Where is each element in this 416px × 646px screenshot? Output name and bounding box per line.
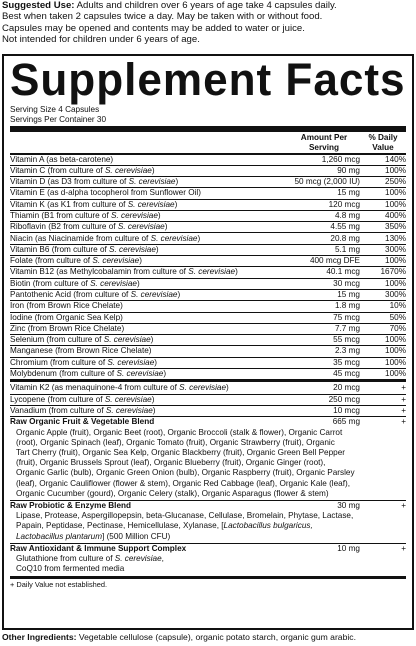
nutrient-row xyxy=(10,357,406,368)
nutrient-dv: 100% xyxy=(385,278,406,288)
column-header xyxy=(10,132,406,153)
blend-ingredients xyxy=(10,511,406,543)
nutrient-name: Folate (from culture of S. cerevisiae) xyxy=(10,256,142,266)
nutrient-amount: 2.3 mg xyxy=(334,346,360,356)
nutrient-row xyxy=(10,232,406,243)
blends-section xyxy=(10,416,406,575)
nutrient-dv: 140% xyxy=(385,154,406,164)
blend-ingredient-line: Lactobacillus plantarum] (500 Million CFU) xyxy=(16,531,171,541)
nutrient-name: Chromium (from culture of S. cerevisiae) xyxy=(10,357,157,367)
nutrient-amount: 1,260 mcg xyxy=(321,154,360,164)
dv-header: % Daily Value xyxy=(368,133,398,152)
blend-ingredient-line: (root), Organic Spinach (leaf), Organic Tomato (fruit), Organic Strawberry (fruit), Organic xyxy=(16,437,335,447)
nutrient-row xyxy=(10,394,406,405)
nutrient-dv: 50% xyxy=(389,312,406,322)
nutrient-row xyxy=(10,312,406,323)
nutrient-name: Vitamin C (from culture of S. cerevisiae) xyxy=(10,165,155,175)
nutrient-name: Thiamin (B1 from culture of S. cerevisiae) xyxy=(10,210,161,220)
other-ingredients-text: Vegetable cellulose (capsule), organic potato starch, organic gum arabic. xyxy=(76,632,356,642)
footnote: + Daily Value not established. xyxy=(10,576,406,589)
nutrient-name: Iron (from Brown Rice Chelate) xyxy=(10,301,123,311)
blend-ingredient-line: Organic Apple (fruit), Organic Beet (root), Organic Broccoli (stalk & flower), Organic Carrot xyxy=(16,427,343,437)
blend-ingredient-line: Papain, Peptidase, Pectinase, Hemicellulase, Xylanase, [Lactobacillus bulgaricus, xyxy=(16,521,313,531)
nutrient-amount: 10 mg xyxy=(337,543,360,553)
nutrient-dv: 100% xyxy=(385,165,406,175)
nutrient-name: Biotin (from culture of S. cerevisiae) xyxy=(10,278,140,288)
blend-ingredient-line: Organic Cucumber (gourd), Organic Celery (stalk), Organic Asparagus (flower & stem) xyxy=(16,488,329,498)
nutrient-row xyxy=(10,244,406,255)
other-ingredients xyxy=(2,632,414,643)
nutrient-dv: 300% xyxy=(385,289,406,299)
nutrient-dv: 100% xyxy=(385,369,406,379)
nutrient-dv: 70% xyxy=(389,323,406,333)
nutrient-amount: 55 mcg xyxy=(333,335,360,345)
blend-ingredient-line: Organic Garlic (bulb), Organic Green Onion (bulb), Organic Raspberry (fruit), Organic Parsley xyxy=(16,468,355,478)
nutrient-amount: 250 mcg xyxy=(328,394,360,404)
suggested-use-label: Suggested Use: xyxy=(2,0,75,11)
blend-ingredient-line: Lipase, Protease, Aspergillopepsin, beta-Glucanase, Cellulase, Bromelain, Phytase, Lactase, xyxy=(16,511,354,521)
panel-title: Supplement Facts xyxy=(10,54,406,105)
nutrient-dv: + xyxy=(401,417,406,427)
nutrient-row xyxy=(10,300,406,311)
nutrient-dv: + xyxy=(401,500,406,510)
nutrient-amount: 15 mg xyxy=(337,188,360,198)
nutrient-row xyxy=(10,199,406,210)
suggested-use-line: Not intended for children under 6 years of age. xyxy=(2,34,200,46)
suggested-use-line: Adults and children over 6 years of age take 4 capsules daily. xyxy=(74,0,337,11)
nutrient-row xyxy=(10,323,406,334)
nutrient-table-b xyxy=(10,382,406,416)
nutrient-name: Raw Organic Fruit & Vegetable Blend xyxy=(10,417,155,427)
suggested-use-line: Capsules may be opened and contents may be added to water or juice. xyxy=(2,22,305,34)
nutrient-name: Vitamin K (as K1 from culture of S. cerevisiae) xyxy=(10,199,178,209)
nutrient-name: Vanadium (from culture of S. cerevisiae) xyxy=(10,405,156,415)
nutrient-amount: 4.55 mg xyxy=(330,222,360,232)
nutrient-dv: + xyxy=(401,394,406,404)
nutrient-row xyxy=(10,187,406,198)
nutrient-amount: 45 mcg xyxy=(333,369,360,379)
blend-row xyxy=(10,416,406,427)
nutrient-row xyxy=(10,221,406,232)
nutrient-dv: 350% xyxy=(385,222,406,232)
nutrient-amount: 40.1 mcg xyxy=(326,267,360,277)
nutrient-amount: 30 mg xyxy=(337,500,360,510)
nutrient-row xyxy=(10,176,406,187)
suggested-use xyxy=(2,0,414,46)
nutrient-name: Selenium (from culture of S. cerevisiae) xyxy=(10,335,154,345)
blend-ingredient-line: CoQ10 from fermented media xyxy=(16,564,125,574)
blend-row xyxy=(10,500,406,511)
serving-info xyxy=(10,105,406,124)
nutrient-amount: 20.8 mg xyxy=(330,233,360,243)
nutrient-dv: 10% xyxy=(389,301,406,311)
nutrient-name: Lycopene (from culture of S. cerevisiae) xyxy=(10,394,155,404)
nutrient-name: Zinc (from Brown Rice Chelate) xyxy=(10,323,125,333)
servings-per-container: Servings Per Container 30 xyxy=(10,114,107,124)
nutrient-dv: 400% xyxy=(385,210,406,220)
nutrient-amount: 15 mg xyxy=(337,289,360,299)
nutrient-row xyxy=(10,165,406,176)
nutrient-dv: 100% xyxy=(385,335,406,345)
blend-ingredients xyxy=(10,428,406,500)
nutrient-name: Iodine (from Organic Sea Kelp) xyxy=(10,312,123,322)
nutrient-name: Raw Probiotic & Enzyme Blend xyxy=(10,500,132,510)
other-ingredients-label: Other Ingredients: xyxy=(2,632,77,642)
nutrient-dv: 300% xyxy=(385,244,406,254)
nutrient-dv: + xyxy=(401,382,406,392)
nutrient-name: Vitamin B6 (from culture of S. cerevisiae) xyxy=(10,244,159,254)
nutrient-row xyxy=(10,405,406,416)
suggested-use-line: Best when taken 2 capsules twice a day. May be taken with or without food. xyxy=(2,11,323,23)
nutrient-amount: 90 mg xyxy=(337,165,360,175)
nutrient-row xyxy=(10,382,406,393)
nutrient-row xyxy=(10,334,406,345)
nutrient-amount: 7.7 mg xyxy=(334,323,360,333)
nutrient-name: Vitamin A (as beta-carotene) xyxy=(10,154,114,164)
supplement-facts-panel xyxy=(2,54,414,630)
nutrient-dv: 100% xyxy=(385,346,406,356)
blend-ingredient-line: (leaf), Organic Cauliflower (flower & stem), Organic Red Cabbage (leaf), Organic Kale (leaf), xyxy=(16,478,350,488)
nutrient-amount: 5.1 mg xyxy=(334,244,360,254)
nutrient-name: Vitamin B12 (as Methylcobalamin from culture of S. cerevisiae) xyxy=(10,267,238,277)
nutrient-amount: 75 mcg xyxy=(333,312,360,322)
serving-size: Serving Size 4 Capsules xyxy=(10,105,100,114)
nutrient-amount: 50 mcg (2,000 IU) xyxy=(294,177,360,187)
nutrient-dv: 250% xyxy=(385,177,406,187)
nutrient-row xyxy=(10,345,406,356)
blend-ingredient-line: Glutathione from culture of S. cerevisiae, xyxy=(16,554,164,564)
blend-row xyxy=(10,543,406,554)
blend-ingredients xyxy=(10,554,406,575)
nutrient-row xyxy=(10,289,406,300)
nutrient-dv: 130% xyxy=(385,233,406,243)
nutrient-amount: 20 mcg xyxy=(333,382,360,392)
nutrient-row xyxy=(10,278,406,289)
nutrient-name: Manganese (from Brown Rice Chelate) xyxy=(10,346,152,356)
nutrient-amount: 1.8 mg xyxy=(334,301,360,311)
nutrient-dv: 100% xyxy=(385,256,406,266)
nutrient-row xyxy=(10,255,406,266)
nutrient-amount: 120 mcg xyxy=(328,199,360,209)
nutrient-dv: 1670% xyxy=(380,267,406,277)
nutrient-dv: + xyxy=(401,543,406,553)
nutrient-amount: 400 mcg DFE xyxy=(309,256,360,266)
nutrient-dv: + xyxy=(401,405,406,415)
nutrient-name: Vitamin D (as D3 from culture of S. cerevisiae) xyxy=(10,177,179,187)
nutrient-amount: 4.8 mg xyxy=(334,210,360,220)
nutrient-row xyxy=(10,368,406,379)
nutrient-dv: 100% xyxy=(385,188,406,198)
nutrient-dv: 100% xyxy=(385,199,406,209)
nutrient-amount: 30 mcg xyxy=(333,278,360,288)
amount-header: Amount Per Serving xyxy=(300,133,348,152)
blend-ingredient-line: (fruit), Organic Brussels Sprout (leaf), Organic Blueberry (fruit), Organic Ginger (root), xyxy=(16,458,326,468)
nutrient-amount: 10 mcg xyxy=(333,405,360,415)
nutrient-row xyxy=(10,210,406,221)
nutrient-name: Pantothenic Acid (from culture of S. cerevisiae) xyxy=(10,289,181,299)
nutrient-name: Riboflavin (B2 from culture of S. cerevisiae) xyxy=(10,222,168,232)
nutrient-name: Niacin (as Niacinamide from culture of S. cerevisiae) xyxy=(10,233,201,243)
nutrient-name: Vitamin K2 (as menaquinone-4 from culture of S. cerevisiae) xyxy=(10,382,229,392)
nutrient-amount: 35 mcg xyxy=(333,357,360,367)
nutrient-dv: 100% xyxy=(385,357,406,367)
nutrient-name: Vitamin E (as d-alpha tocopherol from Sunflower Oil) xyxy=(10,188,201,198)
nutrient-row xyxy=(10,153,406,164)
nutrient-name: Raw Antioxidant & Immune Support Complex xyxy=(10,543,187,553)
nutrient-amount: 665 mg xyxy=(332,417,360,427)
nutrient-table-a xyxy=(10,153,406,379)
blend-ingredient-line: Tart Cherry (fruit), Organic Sea Kelp, Organic Blackberry (fruit), Organic Green Bell Pepper xyxy=(16,447,345,457)
nutrient-row xyxy=(10,266,406,277)
nutrient-name: Molybdenum (from culture of S. cerevisiae) xyxy=(10,369,167,379)
